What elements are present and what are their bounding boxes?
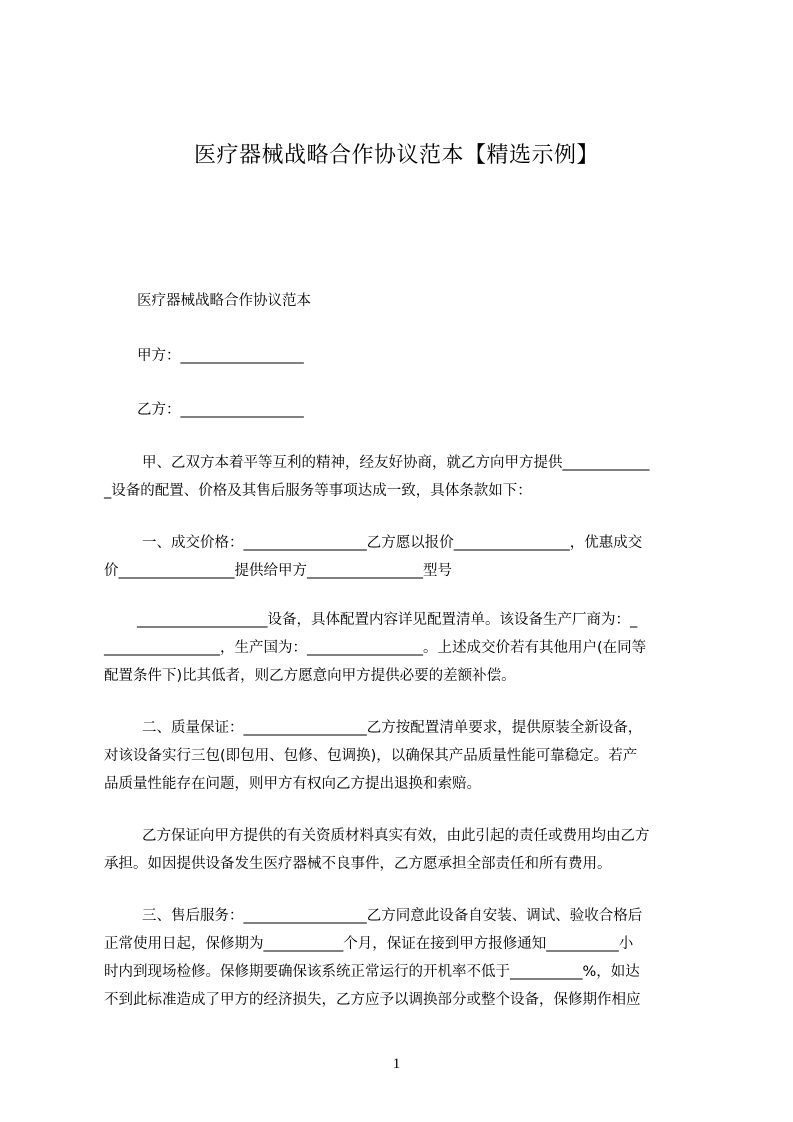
section1-line-2: 价________________提供给甲方________________型号 — [104, 563, 452, 579]
intro-line-2: _设备的配置、价格及其售后服务等事项达成一致，具体条款如下： — [104, 483, 532, 499]
section1-line-1: 一、成交价格：_________________乙方愿以报价________________，优惠成交 — [142, 535, 643, 551]
section1-cont-line-2: ________________，生产国为：________________。上述成交价若有其他用户(在同等 — [104, 640, 647, 656]
document-title: 医疗器械战略合作协议范本【精选示例】 — [193, 143, 599, 168]
section3-line-4: 不到此标准造成了甲方的经济损失，乙方应予以调换部分或整个设备，保修期作相应 — [104, 992, 641, 1008]
section3-line-1: 三、售后服务：_________________乙方同意此设备自安装、调试、验收合格后 — [142, 908, 643, 924]
section2-line-3: 品质量性能存在问题，则甲方有权向乙方提出退换和索赔。 — [104, 776, 481, 792]
section3-line-3: 时内到现场检修。保修期要确保该系统正常运行的开机率不低于__________%，如达 — [104, 964, 640, 980]
intro-line-1: 甲、乙双方本着平等互利的精神，经友好协商，就乙方向甲方提供____________ — [142, 455, 650, 471]
subtitle: 医疗器械战略合作协议范本 — [137, 293, 311, 309]
section1-cont-line-3: 配置条件下)比其低者，则乙方愿意向甲方提供必要的差额补偿。 — [104, 668, 516, 684]
section2-line-2: 对该设备实行三包(即包用、包修、包调换)，以确保其产品质量性能可靠稳定。若产 — [104, 748, 638, 764]
section3-line-2: 正常使用日起，保修期为___________个月，保证在接到甲方报修通知__________小 — [104, 936, 634, 952]
section2-line-1: 二、质量保证：_________________乙方按配置清单要求，提供原装全新设备， — [142, 720, 643, 736]
page-number: 1 — [392, 1056, 401, 1072]
section2-cont-line-1: 乙方保证向甲方提供的有关资质材料真实有效，由此引起的责任或费用均由乙方 — [142, 828, 650, 844]
party-a-line: 甲方：_________________ — [137, 348, 304, 364]
section1-cont-line-1: __________________设备，具体配置内容详见配置清单。该设备生产厂商为：_ — [137, 612, 638, 628]
section2-cont-line-2: 承担。如因提供设备发生医疗器械不良事件，乙方愿承担全部责任和所有费用。 — [104, 856, 612, 872]
party-b-line: 乙方：_________________ — [137, 402, 304, 418]
